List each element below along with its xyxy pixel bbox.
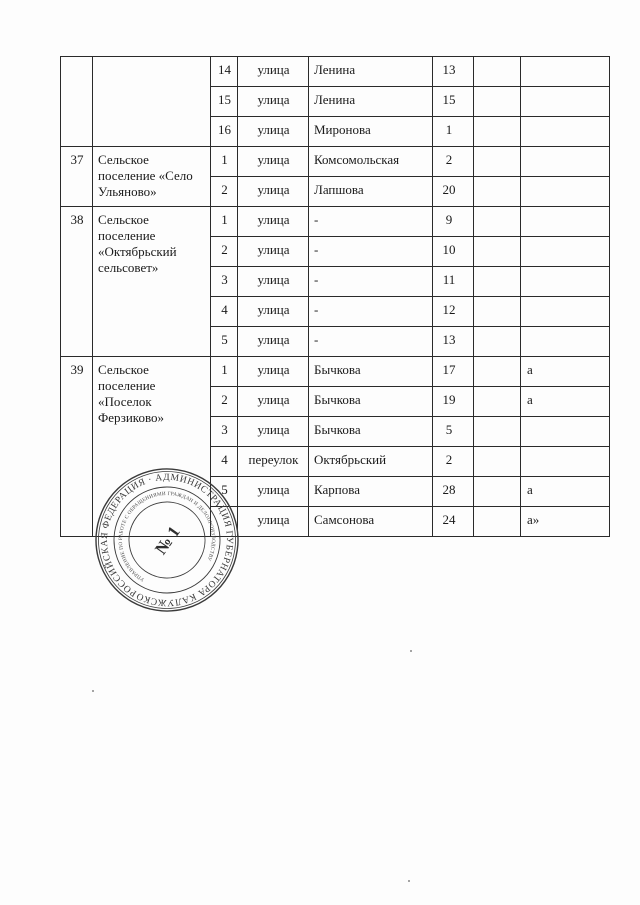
street-order-cell: 5 bbox=[211, 477, 238, 507]
street-order-cell: 1 bbox=[211, 357, 238, 387]
building-cell bbox=[474, 207, 521, 237]
street-name-cell: Бычкова bbox=[309, 357, 433, 387]
street-order-cell: 1 bbox=[211, 147, 238, 177]
house-number-cell: 20 bbox=[433, 177, 474, 207]
letter-cell bbox=[521, 207, 610, 237]
house-number-cell: 1 bbox=[433, 117, 474, 147]
street-name-cell: Октябрьский bbox=[309, 447, 433, 477]
street-type-cell: улица bbox=[238, 327, 309, 357]
house-number-cell: 13 bbox=[433, 57, 474, 87]
street-name-cell: - bbox=[309, 297, 433, 327]
street-name-cell: Ленина bbox=[309, 87, 433, 117]
table-row bbox=[61, 357, 610, 387]
building-cell bbox=[474, 177, 521, 207]
street-order-cell: 3 bbox=[211, 417, 238, 447]
street-name-cell: Самсонова bbox=[309, 507, 433, 537]
house-number-cell: 13 bbox=[433, 327, 474, 357]
street-order-cell: 14 bbox=[211, 57, 238, 87]
street-type-cell: улица bbox=[238, 477, 309, 507]
building-cell bbox=[474, 297, 521, 327]
street-type-cell: улица bbox=[238, 297, 309, 327]
street-order-cell: 16 bbox=[211, 117, 238, 147]
street-name-cell: Карпова bbox=[309, 477, 433, 507]
scan-speck bbox=[408, 880, 410, 882]
building-cell bbox=[474, 147, 521, 177]
letter-cell bbox=[521, 417, 610, 447]
letter-cell bbox=[521, 327, 610, 357]
street-type-cell: улица bbox=[238, 507, 309, 537]
street-name-cell: Миронова bbox=[309, 117, 433, 147]
settlement-name-cell: Сельское поселение «Поселок Ферзиково» bbox=[93, 357, 211, 537]
street-name-cell: - bbox=[309, 237, 433, 267]
house-number-cell: 5 bbox=[433, 417, 474, 447]
street-type-cell: улица bbox=[238, 177, 309, 207]
street-name-cell: Ленина bbox=[309, 57, 433, 87]
street-type-cell: улица bbox=[238, 357, 309, 387]
svg-text:УПРАВЛЕНИЕ ПО РАБОТЕ С ОБРАЩЕН: УПРАВЛЕНИЕ ПО РАБОТЕ С ОБРАЩЕНИЯМИ ГРАЖДАН И ДЕЛОПРОИЗВОДСТВУ bbox=[117, 490, 217, 583]
letter-cell bbox=[521, 267, 610, 297]
street-name-cell: - bbox=[309, 207, 433, 237]
house-number-cell: 10 bbox=[433, 237, 474, 267]
street-name-cell: - bbox=[309, 267, 433, 297]
settlement-number-cell: 38 bbox=[61, 207, 93, 357]
street-name-cell: Комсомольская bbox=[309, 147, 433, 177]
letter-cell bbox=[521, 57, 610, 87]
street-type-cell: улица bbox=[238, 387, 309, 417]
settlement-name-cell: Сельское поселение «Село Ульяново» bbox=[93, 147, 211, 207]
house-number-cell: 24 bbox=[433, 507, 474, 537]
letter-cell bbox=[521, 237, 610, 267]
building-cell bbox=[474, 507, 521, 537]
letter-cell bbox=[521, 447, 610, 477]
house-number-cell: 17 bbox=[433, 357, 474, 387]
street-type-cell: улица bbox=[238, 417, 309, 447]
street-order-cell: 2 bbox=[211, 387, 238, 417]
street-type-cell: улица bbox=[238, 57, 309, 87]
street-order-cell: 4 bbox=[211, 297, 238, 327]
street-type-cell: улица bbox=[238, 87, 309, 117]
street-type-cell: переулок bbox=[238, 447, 309, 477]
letter-cell bbox=[521, 177, 610, 207]
address-registry-table bbox=[60, 56, 610, 537]
settlement-name-cell bbox=[93, 57, 211, 147]
seal-number: № 1 bbox=[151, 522, 184, 558]
letter-cell bbox=[521, 297, 610, 327]
building-cell bbox=[474, 477, 521, 507]
street-type-cell: улица bbox=[238, 267, 309, 297]
letter-cell bbox=[521, 87, 610, 117]
letter-cell bbox=[521, 117, 610, 147]
street-type-cell: улица bbox=[238, 237, 309, 267]
house-number-cell: 11 bbox=[433, 267, 474, 297]
street-order-cell bbox=[211, 507, 238, 537]
letter-cell: а bbox=[521, 477, 610, 507]
street-order-cell: 1 bbox=[211, 207, 238, 237]
letter-cell: а bbox=[521, 357, 610, 387]
street-type-cell: улица bbox=[238, 207, 309, 237]
scan-speck bbox=[410, 650, 412, 652]
settlement-number-cell: 37 bbox=[61, 147, 93, 207]
building-cell bbox=[474, 357, 521, 387]
letter-cell bbox=[521, 147, 610, 177]
street-type-cell: улица bbox=[238, 117, 309, 147]
house-number-cell: 2 bbox=[433, 447, 474, 477]
building-cell bbox=[474, 327, 521, 357]
street-order-cell: 15 bbox=[211, 87, 238, 117]
street-name-cell: Бычкова bbox=[309, 387, 433, 417]
street-name-cell: Бычкова bbox=[309, 417, 433, 447]
street-order-cell: 2 bbox=[211, 237, 238, 267]
house-number-cell: 19 bbox=[433, 387, 474, 417]
building-cell bbox=[474, 87, 521, 117]
letter-cell: а bbox=[521, 387, 610, 417]
building-cell bbox=[474, 417, 521, 447]
building-cell bbox=[474, 387, 521, 417]
table-row bbox=[61, 147, 610, 177]
building-cell bbox=[474, 267, 521, 297]
street-type-cell: улица bbox=[238, 147, 309, 177]
street-order-cell: 4 bbox=[211, 447, 238, 477]
house-number-cell: 9 bbox=[433, 207, 474, 237]
street-order-cell: 3 bbox=[211, 267, 238, 297]
house-number-cell: 12 bbox=[433, 297, 474, 327]
building-cell bbox=[474, 117, 521, 147]
house-number-cell: 15 bbox=[433, 87, 474, 117]
house-number-cell: 28 bbox=[433, 477, 474, 507]
street-name-cell: Лапшова bbox=[309, 177, 433, 207]
svg-text:РОССИЙСКАЯ ФЕДЕРАЦИЯ · АДМИНИС: РОССИЙСКАЯ ФЕДЕРАЦИЯ · АДМИНИСТРАЦИЯ ГУБЕРНАТОРА КАЛУЖСКОЙ bbox=[99, 472, 235, 608]
building-cell bbox=[474, 237, 521, 267]
table-row bbox=[61, 57, 610, 87]
letter-cell: а» bbox=[521, 507, 610, 537]
table-row bbox=[61, 207, 610, 237]
building-cell bbox=[474, 447, 521, 477]
street-order-cell: 2 bbox=[211, 177, 238, 207]
house-number-cell: 2 bbox=[433, 147, 474, 177]
scan-speck bbox=[92, 690, 94, 692]
settlement-name-cell: Сельское поселение «Октябрьский сельсовет» bbox=[93, 207, 211, 357]
building-cell bbox=[474, 57, 521, 87]
settlement-number-cell bbox=[61, 57, 93, 147]
street-order-cell: 5 bbox=[211, 327, 238, 357]
street-name-cell: - bbox=[309, 327, 433, 357]
settlement-number-cell: 39 bbox=[61, 357, 93, 537]
